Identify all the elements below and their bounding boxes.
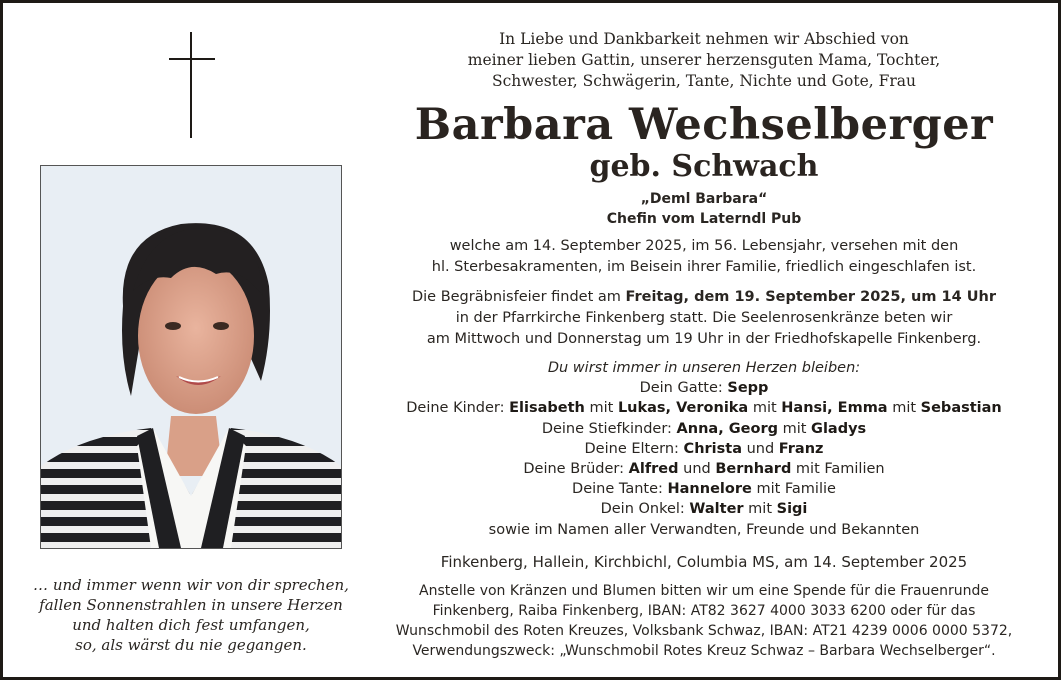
poem-line: so, als wärst du nie gegangen. [75, 636, 307, 654]
funeral-prefix: Die Begräbnisfeier findet am [411, 289, 626, 305]
family-label: mit Familien [791, 461, 885, 478]
family-children [381, 398, 1027, 418]
family-name: Gladys [811, 420, 867, 437]
family-label: und [741, 440, 779, 457]
deceased-name: Barbara Wechselberger [414, 100, 994, 150]
funeral-info [381, 287, 1027, 350]
donation-line: Anstelle von Kränzen und Blumen bitten wir um eine Spende für die Frauenrunde [419, 583, 989, 599]
intro-text [381, 29, 1027, 92]
family-list [381, 358, 1027, 540]
donation-line: Finkenberg, Raiba Finkenberg, IBAN: AT82 3627 4000 3033 6200 oder für das [432, 603, 976, 619]
donation-line: Wunschmobil des Roten Kreuzes, Volksbank Schwaz, IBAN: AT21 4239 0006 0000 5372, [395, 623, 1013, 639]
family-label: Dein Onkel: [600, 501, 690, 518]
family-label: mit [743, 501, 777, 518]
family-label: Dein Gatte: [639, 380, 728, 397]
family-label: und [678, 461, 716, 478]
family-label: Deine Eltern: [584, 440, 684, 457]
birth-name: geb. Schwach [589, 149, 819, 184]
place-and-date: Finkenberg, Hallein, Kirchbichl, Columbia MS, am 14. September 2025 [440, 553, 968, 571]
intro-line: Schwester, Schwägerin, Tante, Nichte und Gote, Frau [491, 72, 917, 90]
family-label: Deine Kinder: [406, 400, 510, 417]
family-name: Sigi [776, 501, 808, 518]
intro-line: In Liebe und Dankbarkeit nehmen wir Abschied von [499, 30, 909, 48]
family-closing: sowie im Namen aller Verwandten, Freunde und Bekannten [488, 521, 920, 538]
family-parents [381, 439, 1027, 459]
poem-line: und halten dich fest umfangen, [72, 616, 310, 634]
memorial-poem [17, 575, 365, 655]
cross-icon [169, 32, 215, 140]
intro-line: meiner lieben Gattin, unserer herzensguten Mama, Tochter, [467, 51, 941, 69]
death-line: hl. Sterbesakramenten, im Beisein ihrer Familie, friedlich eingeschlafen ist. [431, 259, 977, 275]
family-uncle [381, 499, 1027, 519]
role: Chefin vom Laterndl Pub [606, 211, 802, 227]
family-aunt [381, 479, 1027, 499]
poem-line: … und immer wenn wir von dir sprechen, [33, 576, 349, 594]
family-brothers [381, 459, 1027, 479]
family-label: mit [584, 400, 618, 417]
family-label: Deine Stiefkinder: [541, 420, 677, 437]
family-stepchildren [381, 419, 1027, 439]
portrait-photo [40, 165, 342, 549]
motto: Du wirst immer in unseren Herzen bleiben: [547, 360, 861, 376]
family-spouse [381, 378, 1027, 398]
family-label: Deine Brüder: [523, 461, 629, 478]
death-statement [381, 236, 1027, 278]
family-name: Elisabeth [509, 400, 585, 417]
family-name: Walter [689, 501, 744, 518]
donation-request [381, 581, 1027, 661]
funeral-line: in der Pfarrkirche Finkenberg statt. Die Seelenrosenkränze beten wir [455, 310, 953, 326]
funeral-line: am Mittwoch und Donnerstag um 19 Uhr in der Friedhofskapelle Finkenberg. [426, 331, 982, 347]
funeral-date: Freitag, dem 19. September 2025, um 14 Uhr [625, 289, 997, 305]
family-name: Sebastian [920, 400, 1002, 417]
death-line: welche am 14. September 2025, im 56. Lebensjahr, versehen mit den [449, 238, 959, 254]
family-name: Alfred [628, 461, 679, 478]
family-name: Hansi, Emma [781, 400, 888, 417]
nickname: „Deml Barbara“ [640, 191, 768, 207]
nickname-block [381, 189, 1027, 229]
family-name: Franz [778, 440, 824, 457]
family-name: Hannelore [667, 481, 752, 498]
family-name: Christa [683, 440, 742, 457]
family-label: mit Familie [751, 481, 836, 498]
family-name: Anna, Georg [676, 420, 778, 437]
family-name: Lukas, Veronika [617, 400, 749, 417]
family-label: mit [748, 400, 782, 417]
family-name: Sepp [727, 380, 769, 397]
poem-line: fallen Sonnenstrahlen in unsere Herzen [39, 596, 343, 614]
family-label: mit [887, 400, 921, 417]
family-label: Deine Tante: [572, 481, 668, 498]
family-name: Bernhard [715, 461, 792, 478]
family-label: mit [777, 420, 812, 437]
funeral-line [381, 287, 1027, 308]
donation-line: Verwendungszweck: „Wunschmobil Rotes Kreuz Schwaz – Barbara Wechselberger“. [412, 643, 996, 659]
